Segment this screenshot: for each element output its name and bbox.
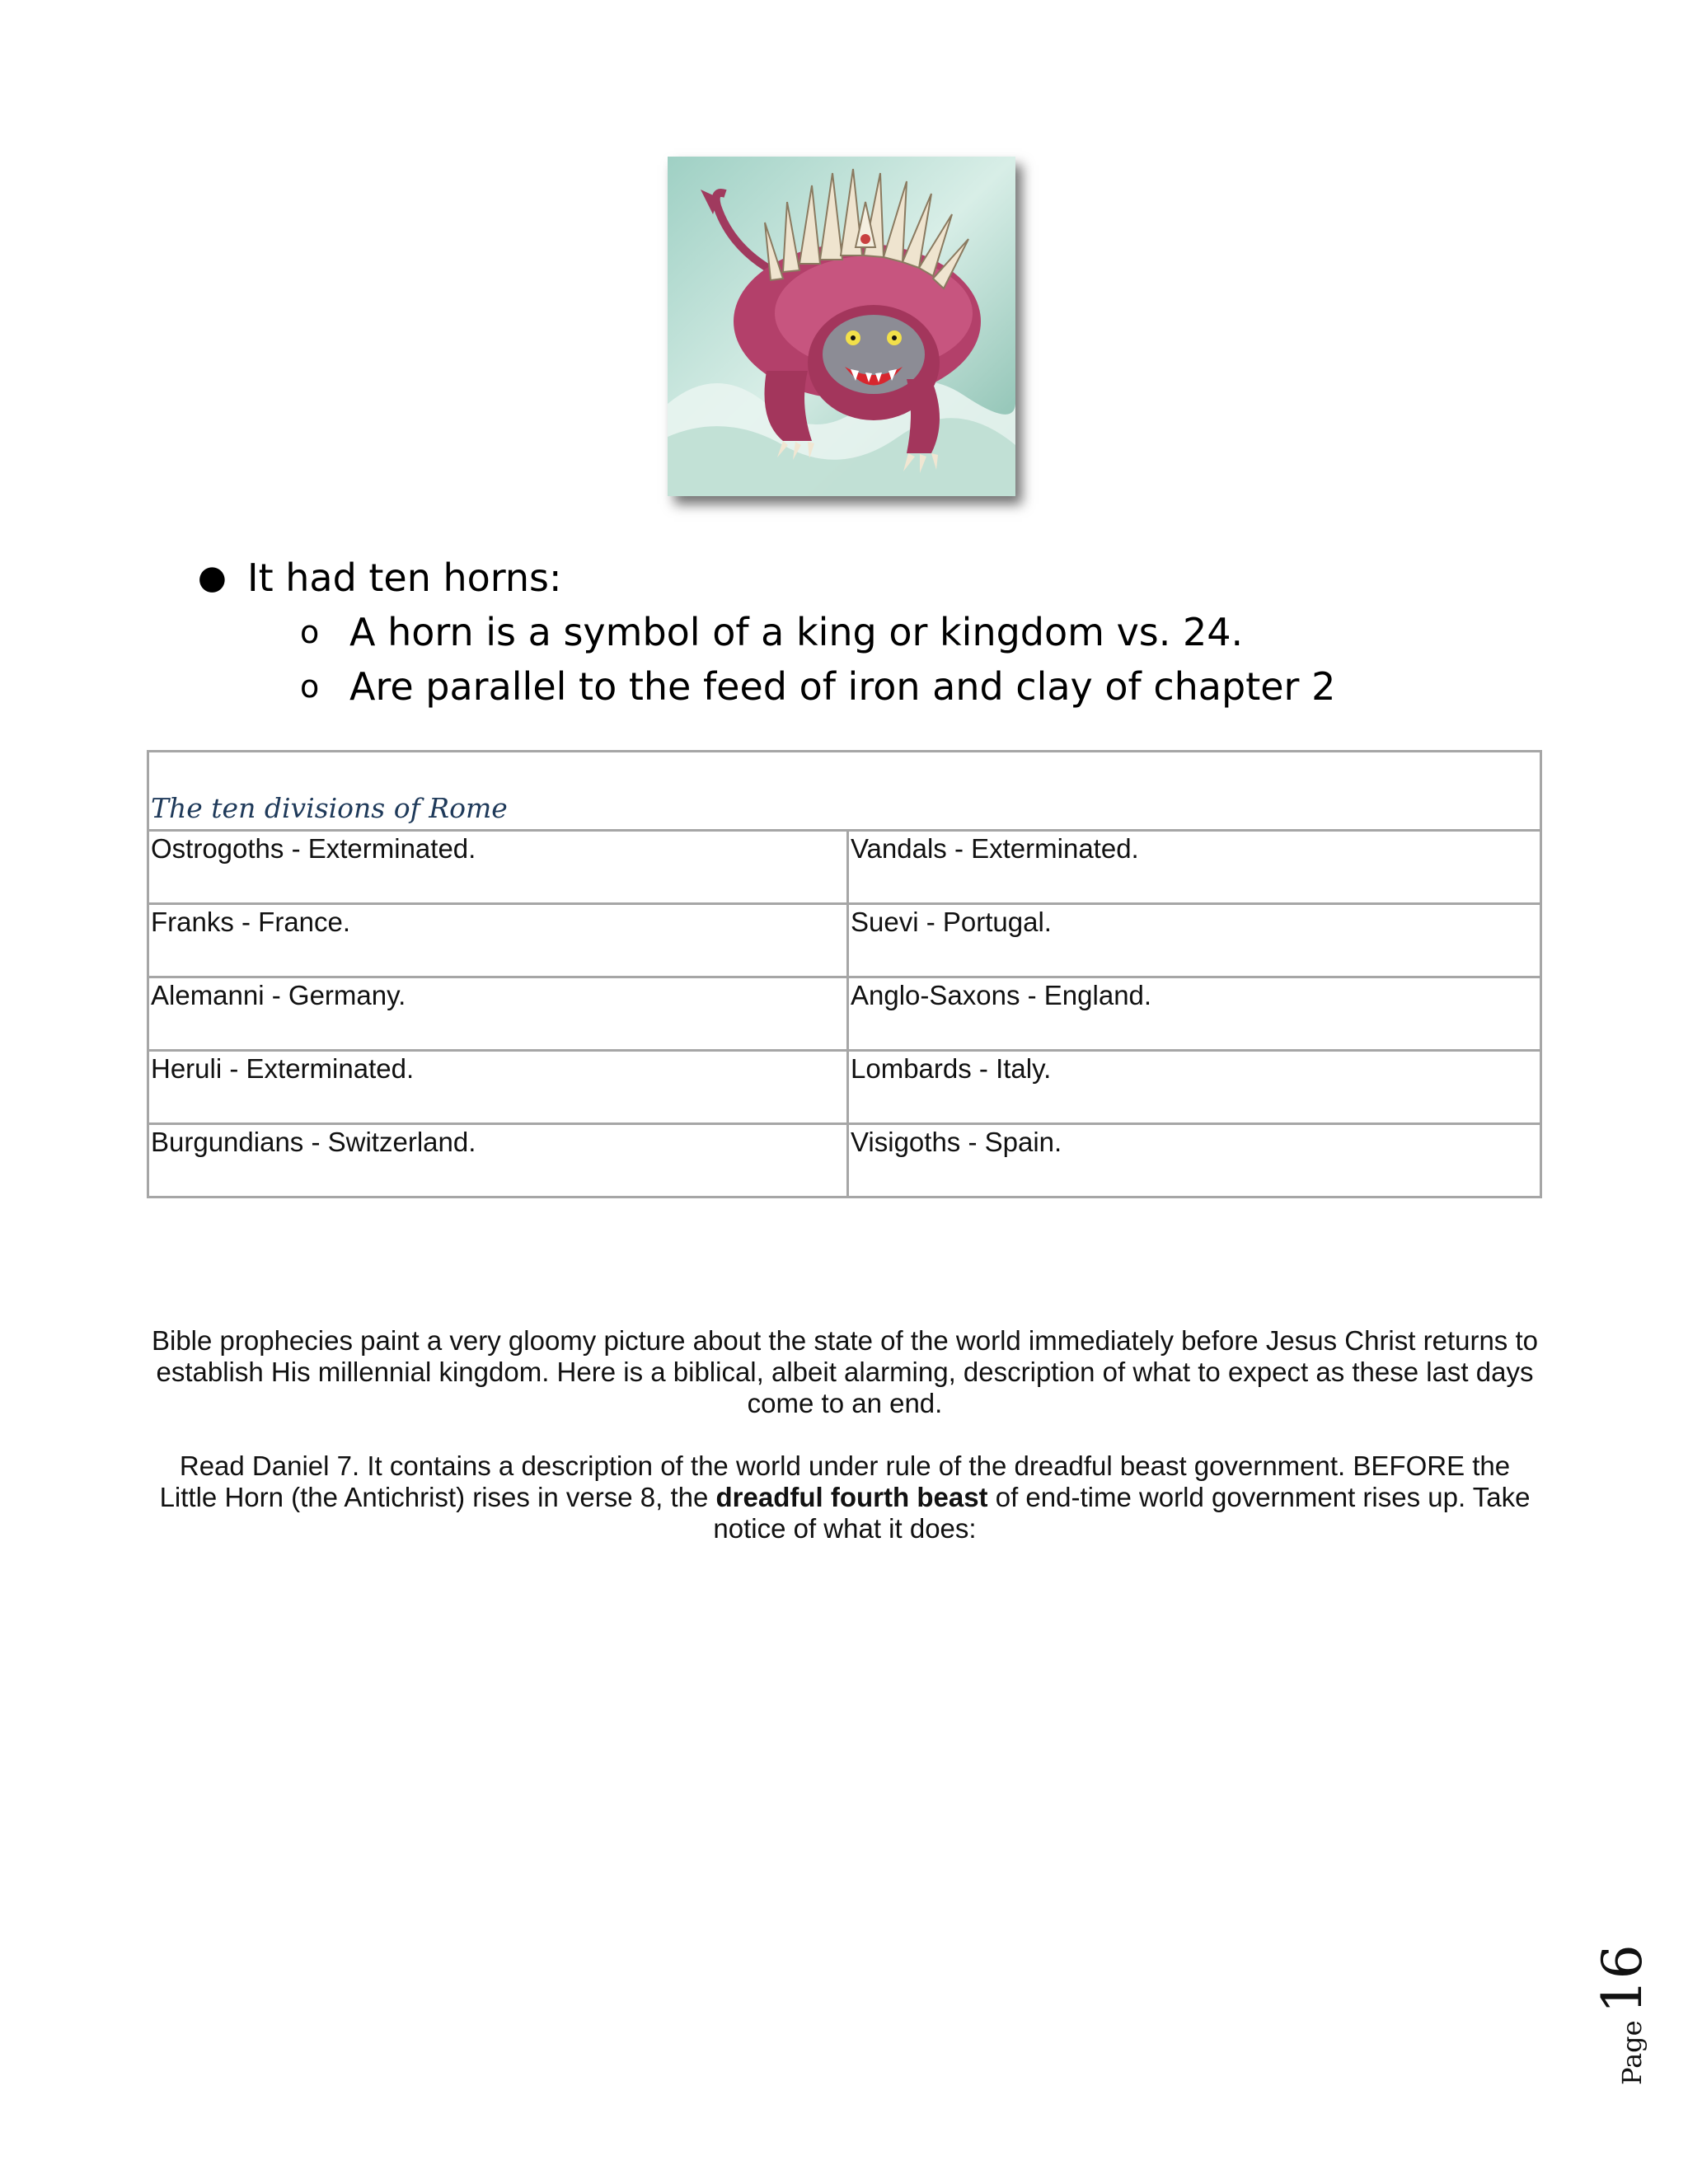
table-cell: Alemanni - Germany. xyxy=(148,977,848,1051)
table-cell: Heruli - Exterminated. xyxy=(148,1051,848,1124)
divisions-table xyxy=(147,750,1542,1198)
table-row xyxy=(148,831,1541,904)
page-label: Page xyxy=(1616,2020,1648,2085)
table-cell: Suevi - Portugal. xyxy=(848,904,1541,977)
sub-bullet-text: Are parallel to the feed of iron and clay of chapter 2 xyxy=(349,664,1336,709)
table-cell: Burgundians - Switzerland. xyxy=(148,1124,848,1197)
page-number-value: 16 xyxy=(1591,1944,1654,2014)
paragraph-text: Read Daniel 7. It contains a description of the world under rule of the dreadful beast government. BEFORE the Little Horn (the Antichrist) rises in verse 8, the xyxy=(159,1451,1511,1512)
sub-bullet-item xyxy=(300,659,1336,714)
page-number xyxy=(1591,1944,1654,2085)
table-cell: Lombards - Italy. xyxy=(848,1051,1541,1124)
sub-bullet-text: A horn is a symbol of a king or kingdom vs. 24. xyxy=(349,610,1244,654)
table-cell: Anglo-Saxons - England. xyxy=(848,977,1541,1051)
table-cell: Franks - France. xyxy=(148,904,848,977)
bullet-item xyxy=(198,551,562,605)
table-row xyxy=(148,977,1541,1051)
table-row xyxy=(148,904,1541,977)
paragraph-text: of end-time world government rises up. Take notice of what it does: xyxy=(713,1482,1531,1544)
circle-bullet-icon: o xyxy=(300,668,320,705)
paragraph-intro: Bible prophecies paint a very gloomy picture about the state of the world immediately before Jesus Christ returns to establish His millennial kingdom. Here is a biblical, albeit alarming, description of what to expect as these last days come to an end. xyxy=(151,1325,1539,1418)
table-caption-row xyxy=(148,752,1541,831)
paragraph-daniel xyxy=(148,1451,1541,1544)
bold-phrase: dreadful fourth beast xyxy=(715,1482,988,1512)
table-row xyxy=(148,1051,1541,1124)
sub-bullet-item xyxy=(300,605,1244,659)
table-cell: Visigoths - Spain. xyxy=(848,1124,1541,1197)
beast-illustration xyxy=(668,157,1015,496)
bullet-text: It had ten horns: xyxy=(247,555,562,600)
bullet-dot-icon: ● xyxy=(198,559,227,597)
table-caption: The ten divisions of Rome xyxy=(148,752,1541,831)
prophecy-text xyxy=(148,1325,1541,1576)
circle-bullet-icon: o xyxy=(300,614,320,650)
table-row xyxy=(148,1124,1541,1197)
table-cell: Vandals - Exterminated. xyxy=(848,831,1541,904)
table-cell: Ostrogoths - Exterminated. xyxy=(148,831,848,904)
